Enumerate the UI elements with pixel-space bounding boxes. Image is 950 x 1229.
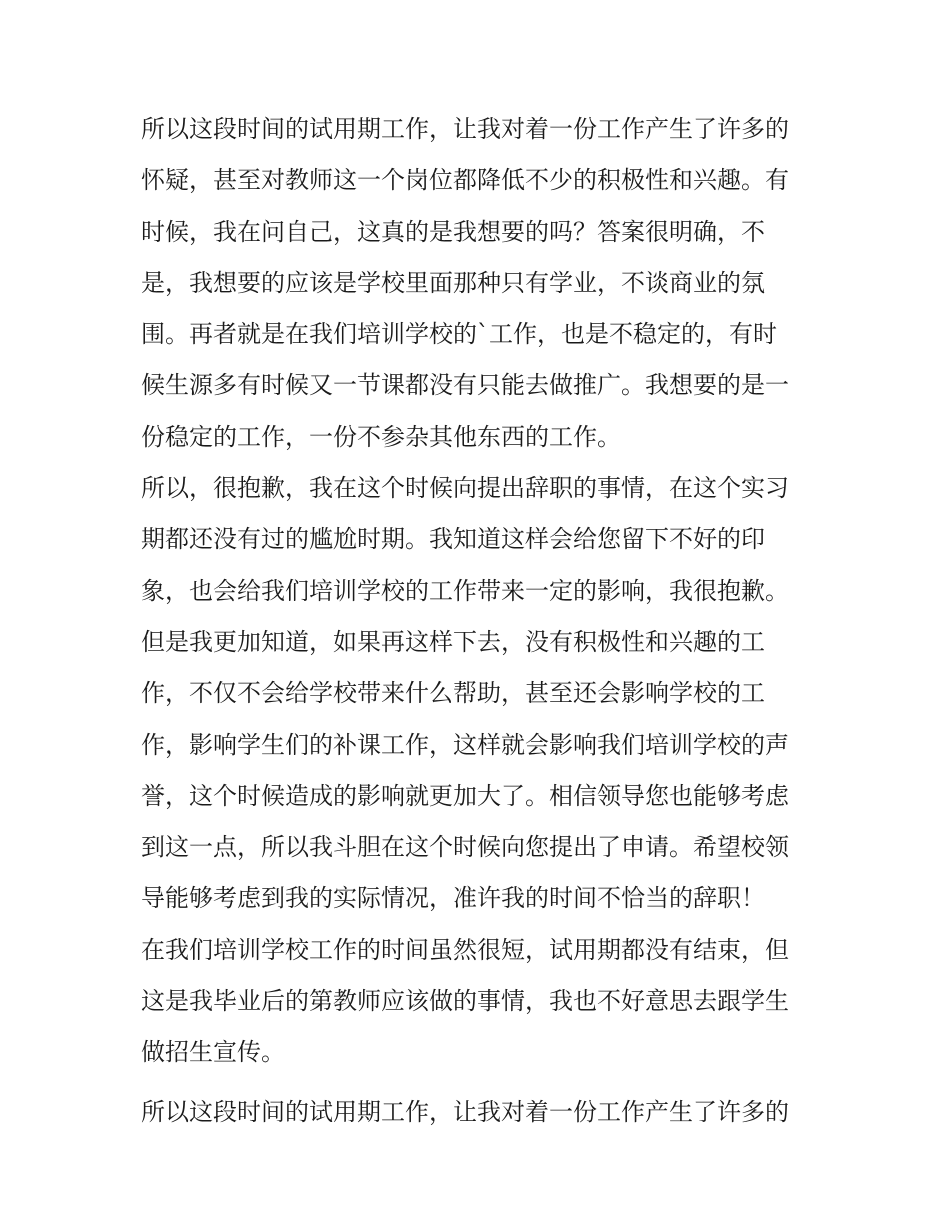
- text-line: 所以，很抱歉，我在这个时候向提出辞职的事情，在这个实习: [141, 474, 789, 503]
- text-line: 所以这段时间的试用期工作，让我对着一份工作产生了许多的: [141, 115, 789, 143]
- text-line: 候生源多有时候又一节课都没有只能去做推广。我想要的是一: [141, 371, 789, 400]
- text-line: 在我们培训学校工作的时间虽然很短，试用期都没有结束，但: [141, 935, 789, 964]
- text-line: 作，不仅不会给学校带来什么帮助，甚至还会影响学校的工: [141, 679, 765, 708]
- text-line: 时候，我在问自己，这真的是我想要的吗？答案很明确，不: [141, 217, 765, 246]
- text-line: 围。再者就是在我们培训学校的`工作，也是不稳定的，有时: [141, 320, 777, 349]
- text-line: 导能够考虑到我的实际情况，准许我的时间不恰当的辞职！: [141, 884, 765, 913]
- text-line: 份稳定的工作，一份不参杂其他东西的工作。: [141, 422, 621, 451]
- document-body: [141, 104, 813, 1138]
- text-line: 做招生宣传。: [141, 1038, 285, 1067]
- text-line: 誉，这个时候造成的影响就更加大了。相信领导您也能够考虑: [141, 781, 789, 810]
- text-line: 是，我想要的应该是学校里面那种只有学业，不谈商业的氛: [141, 268, 765, 297]
- text-line: 作，影响学生们的补课工作，这样就会影响我们培训学校的声: [141, 730, 789, 759]
- text-line: 这是我毕业后的第教师应该做的事情，我也不好意思去跟学生: [141, 987, 789, 1016]
- text-line: 到这一点，所以我斗胆在这个时候向您提出了申请。希望校领: [141, 833, 789, 862]
- paragraph-gap: [141, 1079, 813, 1087]
- text-line: 象，也会给我们培训学校的工作带来一定的影响，我很抱歉。: [141, 576, 789, 605]
- text-line: 期都还没有过的尴尬时期。我知道这样会给您留下不好的印: [141, 525, 765, 554]
- text-line: 但是我更加知道，如果再这样下去，没有积极性和兴趣的工: [141, 627, 765, 656]
- text-line: 所以这段时间的试用期工作，让我对着一份工作产生了许多的: [141, 1097, 789, 1126]
- text-line: 怀疑，甚至对教师这一个岗位都降低不少的积极性和兴趣。有: [141, 166, 789, 195]
